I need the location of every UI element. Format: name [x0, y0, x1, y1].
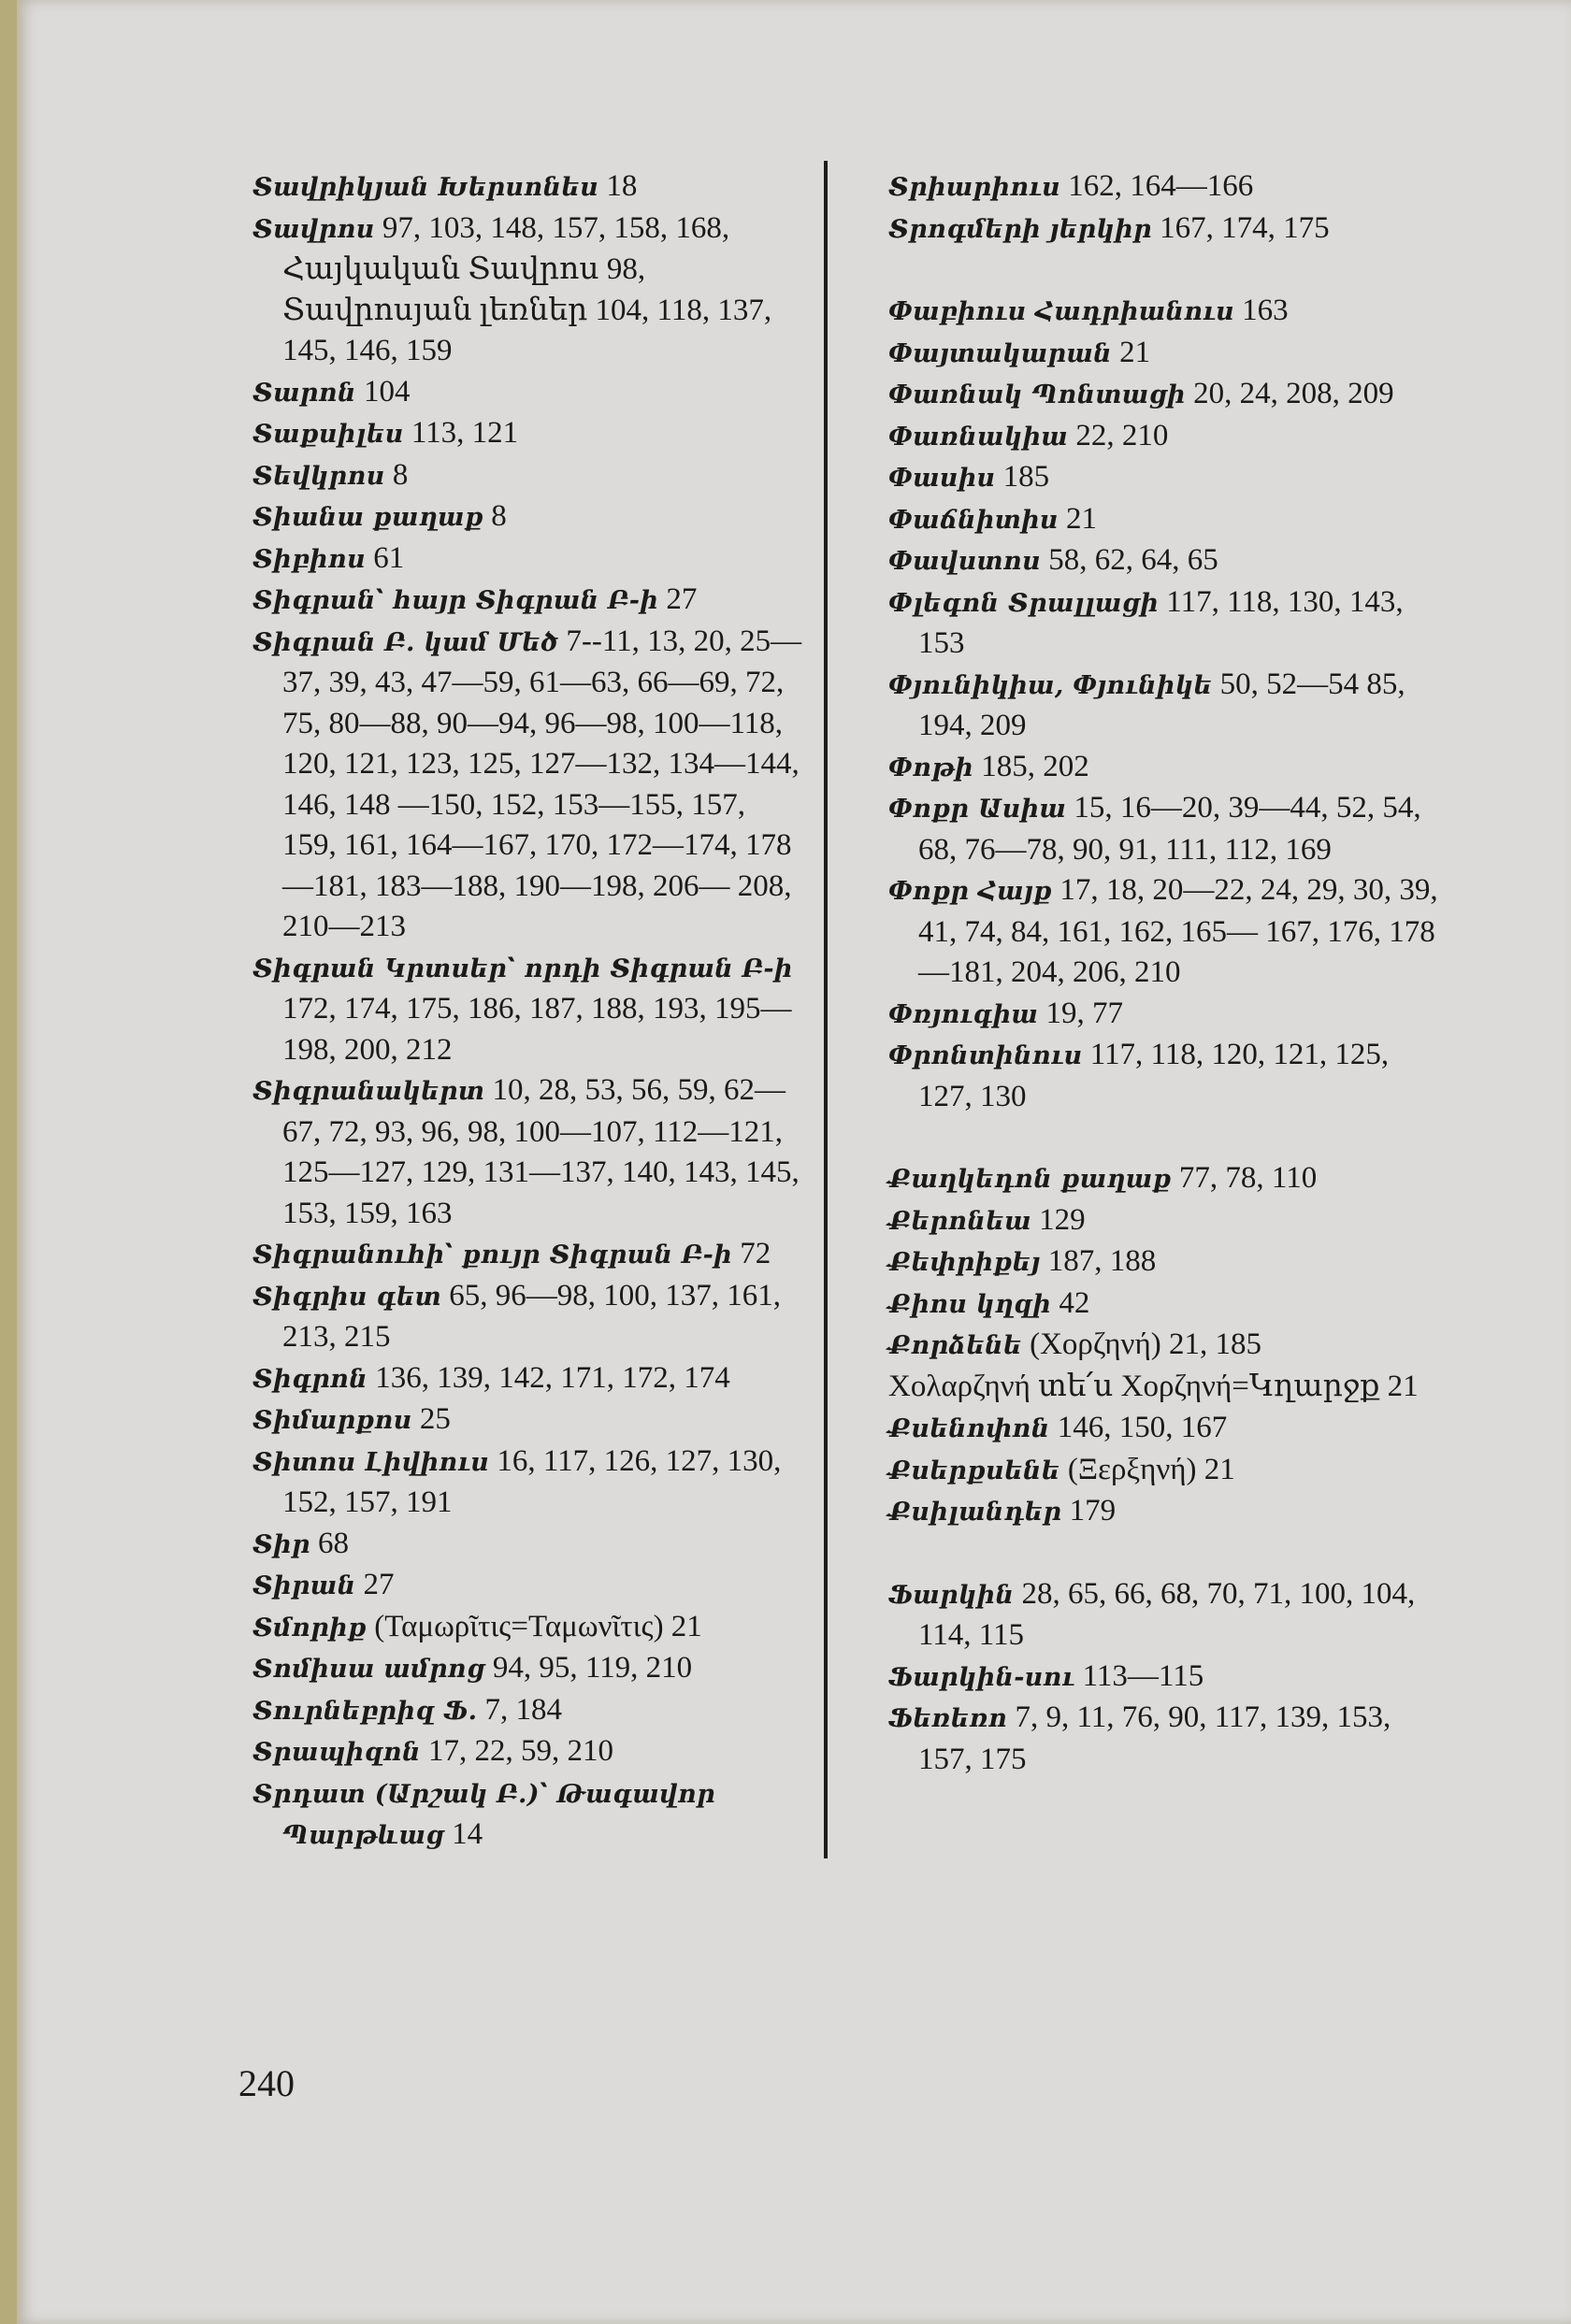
index-entry-pages: 28, 65, 66, 68, 70, 71, 100, 104, 114, 115 — [918, 1576, 1416, 1652]
index-entry-pages: 8 — [483, 499, 507, 533]
index-entry-heading: Ֆարկին-սու — [888, 1662, 1075, 1692]
index-entry-pages: 117, 118, 120, 121, 125, 127, 130 — [918, 1038, 1390, 1113]
index-entry-heading: Տուրնեբրիզ Ֆ. — [252, 1696, 478, 1726]
index-entry-heading: Քերոնեա — [888, 1206, 1031, 1236]
index-entry-pages: 18 — [598, 169, 638, 203]
index-entry-heading: Քիոս կղզի — [888, 1289, 1052, 1319]
index-entry-pages: 146, 150, 167 — [1049, 1411, 1228, 1444]
index-entry-pages: 20, 24, 208, 209 — [1185, 377, 1394, 410]
index-entry-pages: 7, 184 — [477, 1692, 563, 1727]
index-entry-pages: 21 — [1058, 501, 1098, 536]
index-entry-pages: 61 — [365, 540, 405, 575]
index-entry — [252, 948, 804, 1071]
index-entry-heading: Փոքր Հայք — [888, 877, 1053, 906]
index-entry-pages: 104 — [355, 374, 411, 409]
index-entry — [252, 580, 804, 622]
index-entry — [888, 1450, 1449, 1492]
index-entry-pages: 19, 77 — [1038, 996, 1123, 1030]
index-entry-pages: 17, 18, 20—22, 24, 29, 30, 39, 41, 74, 84, 161, 162, 165— 167, 176, 178—181, 204, 206, 210 — [918, 873, 1438, 989]
index-entry — [888, 1408, 1449, 1450]
index-entry — [252, 1524, 804, 1566]
index-entry-pages: 17, 22, 59, 210 — [420, 1734, 614, 1768]
index-entry-pages: 136, 139, 142, 171, 172, 174 — [368, 1360, 730, 1395]
index-entry-pages: 179 — [1061, 1494, 1117, 1528]
index-entry-pages: 185 — [995, 460, 1050, 494]
index-entry — [252, 1358, 804, 1400]
index-entry — [252, 1773, 804, 1857]
index-entry — [252, 1731, 804, 1773]
index-entry — [888, 1158, 1449, 1200]
index-entry — [888, 665, 1449, 747]
index-entry — [252, 208, 804, 372]
index-entry-heading: Ֆեռեռո — [888, 1704, 1008, 1733]
section-gap — [888, 1533, 1449, 1574]
page-number: 240 — [238, 2062, 295, 2104]
index-entry-heading: Տաքսիլես — [252, 420, 404, 449]
index-entry — [252, 1648, 804, 1690]
index-entry-pages: 77, 78, 110 — [1171, 1161, 1318, 1195]
index-entry-heading: Տրապիզոն — [252, 1738, 421, 1767]
index-entry-heading: Տիգրան՝ հայր Տիգրան Բ-ի — [252, 586, 659, 615]
index-entry — [888, 1367, 1449, 1409]
index-right-column — [888, 166, 1449, 1780]
index-entry — [888, 1035, 1449, 1117]
index-entry-pages: 22, 210 — [1068, 418, 1169, 452]
index-entry-heading: Փասիս — [888, 464, 996, 493]
index-entry — [252, 1690, 804, 1732]
index-entry-heading: Տրոգմերի յերկիր — [888, 214, 1152, 244]
index-entry — [252, 1234, 804, 1276]
index-left-column — [252, 166, 804, 1857]
index-entry — [888, 1200, 1449, 1242]
index-entry — [888, 416, 1449, 458]
index-entry — [888, 291, 1449, 333]
index-entry — [252, 1442, 804, 1524]
index-entry-heading: Տարոն — [252, 378, 356, 408]
index-entry-pages: Χολαρζηνή տե՛ս Χορζηνή=Կղարջք 21 — [888, 1369, 1419, 1403]
index-entry-heading: Քորձենե — [888, 1331, 1022, 1360]
index-entry-heading: Քսիլանդեր — [888, 1498, 1062, 1527]
index-entry — [888, 1574, 1449, 1657]
index-entry — [888, 499, 1449, 541]
index-entry-pages: 16, 117, 126, 127, 130, 152, 157, 191 — [282, 1443, 782, 1519]
index-entry — [888, 870, 1449, 994]
index-entry — [252, 372, 804, 414]
book-spine-edge — [0, 0, 17, 2324]
index-entry — [888, 582, 1449, 665]
index-entry-heading: Տիգրանուհի՝ քույր Տիգրան Բ-ի — [252, 1241, 732, 1270]
index-entry — [252, 1070, 804, 1234]
index-entry — [252, 1565, 804, 1607]
index-entry-heading: Փավստոս — [888, 547, 1041, 576]
index-entry — [888, 1657, 1449, 1699]
index-entry-pages: 27 — [658, 582, 698, 616]
index-entry-heading: Տիմարքոս — [252, 1406, 412, 1435]
index-entry-pages: 163 — [1233, 294, 1289, 327]
section-gap — [888, 250, 1449, 291]
index-entry-heading: Տեվկրոս — [252, 461, 385, 491]
index-entry-heading: Տիգրանակերտ — [252, 1077, 485, 1106]
index-entry-heading: Փոքր Ասիա — [888, 795, 1067, 824]
index-entry-pages: (Ταμωρῖτις=Ταμωνῖτις) 21 — [366, 1609, 702, 1643]
index-entry — [888, 1325, 1449, 1367]
index-entry-heading: Տիանա քաղաք — [252, 503, 483, 532]
index-entry — [252, 622, 804, 948]
index-entry-heading: Տմորիք — [252, 1613, 367, 1643]
index-entry-pages: 58, 62, 64, 65 — [1041, 543, 1218, 577]
index-entry — [888, 457, 1449, 499]
index-entry-pages: (Χορζηνή) 21, 185 — [1021, 1327, 1261, 1361]
index-entry-pages: 113, 121 — [403, 416, 519, 450]
index-entry-pages: 172, 174, 175, 186, 187, 188, 193, 195—198, 200, 212 — [282, 992, 792, 1067]
index-entry-pages: 185, 202 — [973, 749, 1089, 783]
index-entry-pages: 25 — [411, 1402, 451, 1436]
index-entry-heading: Տիգրոն — [252, 1364, 368, 1394]
index-entry — [252, 1399, 804, 1442]
index-entry-pages: 14 — [443, 1817, 483, 1851]
index-entry — [888, 1698, 1449, 1780]
index-entry-pages: 94, 95, 119, 210 — [484, 1651, 693, 1685]
index-entry-pages: 15, 16—20, 39—44, 52, 54, 68, 76—78, 90, 91, 111, 112, 169 — [918, 791, 1421, 867]
index-entry-pages: 7--11, 13, 20, 25—37, 39, 43, 47—59, 61—63, 66—69, 72, 75, 80—88, 90—94, 96—98, 100—118, 120, 121, 123, 125, 127—132, 134—144, 146, 148 —150, 152, 153—155, 157, 159, 161, 164—167, 170, 172—174, 178 —181, 183—188, 190—198, 206— 208, 210—213 — [282, 624, 802, 943]
index-entry-heading: Ֆարկին — [888, 1580, 1015, 1610]
index-entry-heading: Փոթի — [888, 753, 974, 782]
index-entry-pages: 117, 118, 130, 143, 153 — [918, 584, 1404, 660]
index-entry — [888, 540, 1449, 582]
index-entry-pages: 42 — [1051, 1285, 1090, 1320]
index-entry-heading: Փլեգոն Տրալլացի — [888, 588, 1160, 618]
index-entry — [252, 538, 804, 581]
index-entry-pages: 65, 96—98, 100, 137, 161, 213, 215 — [282, 1278, 782, 1354]
index-entry-pages: 162, 164—166 — [1059, 169, 1254, 203]
index-entry-heading: Փրոնտինուս — [888, 1041, 1083, 1070]
index-entry — [888, 333, 1449, 375]
index-entry-heading: Տավրիկյան Խերսոնես — [252, 173, 599, 202]
index-entry-heading: Տրդատ (Արշակ Բ.)՝ Թագավոր Պարթևաց — [252, 1779, 715, 1850]
index-entry-heading: Տիբիոս — [252, 544, 366, 574]
index-entry — [252, 496, 804, 538]
index-entry-heading: Տիտոս Լիվիուս — [252, 1447, 490, 1477]
index-entry-pages: 68 — [310, 1526, 350, 1560]
index-entry-heading: Տիր — [252, 1529, 310, 1559]
index-entry-pages: 8 — [384, 457, 409, 492]
index-entry — [888, 994, 1449, 1036]
index-entry-pages: 97, 103, 148, 157, 158, 168, Հայկական Տավրոս 98, Տավրոսյան լեռներ 104, 118, 137, 145, 146, 159 — [282, 210, 772, 367]
column-divider — [824, 161, 828, 1858]
index-entry-heading: Տոմիսա ամրոց — [252, 1655, 485, 1684]
index-entry-pages: (Ξερξηνή) 21 — [1059, 1452, 1235, 1486]
index-entry-heading: Փաճնիտիս — [888, 505, 1059, 535]
index-entry-heading: Քեփրիքեյ — [888, 1248, 1041, 1277]
index-entry — [888, 1241, 1449, 1284]
index-entry — [888, 747, 1449, 789]
index-entry — [252, 455, 804, 497]
index-entry-pages: 113—115 — [1074, 1658, 1204, 1693]
index-entry-heading: Փյունիկիա, Փյունիկե — [888, 670, 1213, 700]
index-entry-heading: Փայտակարան — [888, 338, 1112, 368]
index-entry-pages: 129 — [1031, 1202, 1086, 1237]
index-entry — [252, 413, 804, 455]
index-entry — [888, 788, 1449, 870]
index-entry-pages: 72 — [732, 1237, 771, 1270]
index-entry-heading: Տիգրան Բ. կամ Մեծ — [252, 627, 559, 657]
index-entry-heading: Տրիարիուս — [888, 173, 1060, 202]
index-entry — [252, 1607, 804, 1649]
index-entry — [252, 166, 804, 208]
section-gap — [888, 1117, 1449, 1158]
index-entry — [888, 208, 1449, 251]
index-entry-pages: 21 — [1111, 335, 1151, 369]
index-entry-pages: 167, 174, 175 — [1151, 210, 1330, 245]
index-entry-heading: Փռյուգիա — [888, 999, 1039, 1029]
index-entry-heading: Տիգրիս գետ — [252, 1282, 442, 1312]
index-entry-pages: 187, 188 — [1040, 1244, 1157, 1278]
index-entry-pages: 7, 9, 11, 76, 90, 117, 139, 153, 157, 175 — [918, 1700, 1391, 1776]
index-entry-heading: Քսերքսենե — [888, 1456, 1060, 1485]
index-entry-heading: Տիգրան Կրտսեր՝ որդի Տիգրան Բ-ի — [252, 954, 793, 983]
index-entry-heading: Փաբիուս Հադրիանուս — [888, 297, 1234, 326]
index-entry-heading: Տավրոս — [252, 214, 375, 244]
index-entry-heading: Փառնակիա — [888, 422, 1069, 452]
index-entry-heading: Քսենոփոն — [888, 1414, 1050, 1443]
index-entry — [252, 1276, 804, 1358]
index-entry-heading: Տիրան — [252, 1571, 356, 1600]
index-entry-heading: Փառնակ Պոնտացի — [888, 380, 1186, 409]
index-entry — [888, 1491, 1449, 1533]
index-entry-pages: 27 — [355, 1568, 395, 1601]
index-entry — [888, 374, 1449, 416]
index-entry — [888, 166, 1449, 208]
index-entry — [888, 1284, 1449, 1326]
index-entry-pages: 50, 52—54 85, 194, 209 — [918, 667, 1405, 742]
index-entry-pages: 10, 28, 53, 56, 59, 62—67, 72, 93, 96, 98, 100—107, 112—121, 125—127, 129, 131—137, 140, 143, 145, 153, 159, 163 — [282, 1073, 800, 1230]
index-entry-heading: Քաղկեդոն քաղաք — [888, 1165, 1172, 1194]
